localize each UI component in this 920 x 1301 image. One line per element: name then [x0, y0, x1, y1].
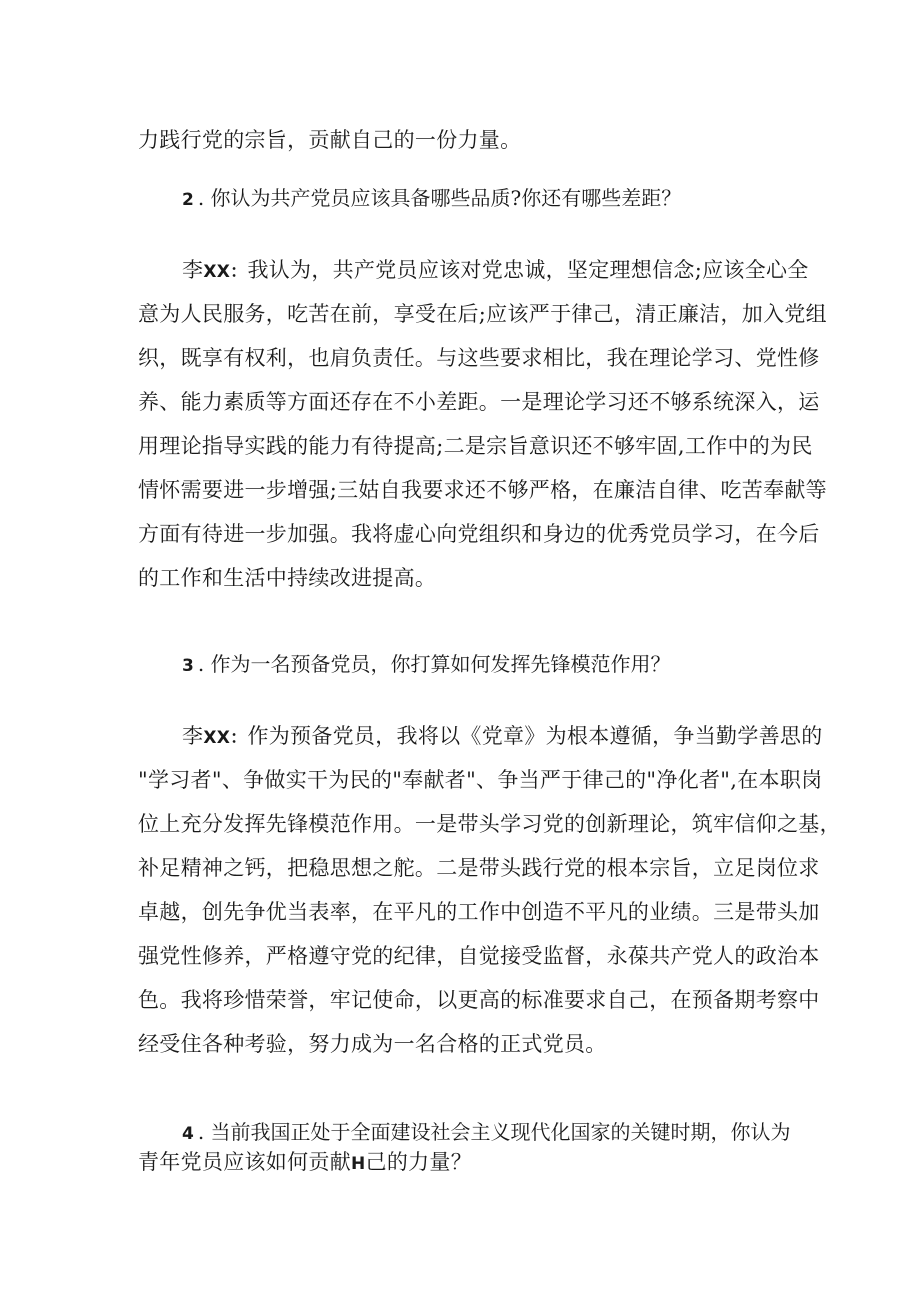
question-4-text-line-2-bold: H: [351, 1154, 366, 1174]
question-4-text-line-1: . 当前我国正处于全面建设社会主义现代化国家的关键时期，你认为: [197, 1120, 791, 1144]
answer-2-line-6: 情怀需要进一步增强;三姑自我要求还不够严格，在廉洁自律、吃苦奉献等: [138, 478, 827, 502]
question-3-text: . 作为一名预备党员，你打算如何发挥先锋模范作用？: [197, 652, 671, 676]
answer-2-line-2: 意为人民服务，吃苦在前，享受在后;应该严于律己，清正廉洁，加入党组: [138, 302, 827, 326]
answer-2-line-8: 的工作和生活中持续改进提高。: [138, 566, 437, 590]
question-3-number: 3: [182, 656, 194, 676]
answer-3-line-2: "学习者"、争做实干为民的"奉献者"、争当严于律己的"净化者",在本职岗: [138, 768, 823, 792]
answer-3-line-3: 位上充分发挥先锋模范作用。一是带头学习党的创新理论，筑牢信仰之基，: [138, 812, 841, 836]
answer-3-line-1: [182, 722, 823, 752]
question-3: [182, 650, 671, 680]
answer-3-speaker-tag: XX：: [203, 728, 248, 748]
question-2-number: 2: [182, 190, 194, 210]
answer-2-line-5: 用理论指导实践的能力有待提高;二是宗旨意识还不够牢固,工作中的为民: [138, 434, 813, 458]
answer-3-line-8: 经受住各种考验，努力成为一名合格的正式党员。: [138, 1032, 607, 1056]
answer-2-text: 我认为，共产党员应该对党忠诚，坚定理想信念;应该全心全: [247, 258, 809, 282]
intro-line: 力践行党的宗旨，贡献自己的一份力量。: [138, 128, 522, 152]
answer-2-line-4: 养、能力素质等方面还存在不小差距。一是理论学习还不够系统深入，运: [138, 390, 820, 414]
question-2: [182, 184, 681, 214]
answer-3-line-5: 卓越，创先争优当表率，在平凡的工作中创造不平凡的业绩。三是带头加: [138, 900, 820, 924]
answer-2-line-3: 织，既享有权利，也肩负责任。与这些要求相比，我在理论学习、党性修: [138, 346, 820, 370]
answer-2-speaker-tag: XX：: [203, 262, 248, 282]
question-4-text-line-2-post: 己的力量？: [365, 1150, 473, 1174]
answer-3-text: 作为预备党员，我将以《党章》为根本遵循，争当勤学善思的: [247, 724, 823, 748]
answer-3-line-7: 色。我将珍惜荣誉，牢记使命，以更高的标准要求自己，在预备期考察中: [138, 988, 820, 1012]
answer-2-line-7: 方面有待进一步加强。我将虚心向党组织和身边的优秀党员学习，在今后: [138, 522, 820, 546]
question-4-number: 4: [182, 1124, 194, 1144]
answer-2-speaker-name: 李: [182, 258, 204, 282]
question-4-line-1: [182, 1118, 791, 1148]
answer-3-speaker-name: 李: [182, 724, 204, 748]
answer-3-line-6: 强党性修养，严格遵守党的纪律，自觉接受监督，永葆共产党人的政治本: [138, 944, 820, 968]
question-2-text: . 你认为共产党员应该具备哪些品质?你还有哪些差距？: [197, 186, 682, 210]
question-4-line-2: [138, 1148, 472, 1178]
answer-3-line-4: 补足精神之钙，把稳思想之舵。二是带头践行党的根本宗旨，立足岗位求: [138, 856, 820, 880]
answer-2-line-1: [182, 256, 809, 286]
question-4-text-line-2-pre: 青年党员应该如何贡献: [138, 1150, 351, 1174]
